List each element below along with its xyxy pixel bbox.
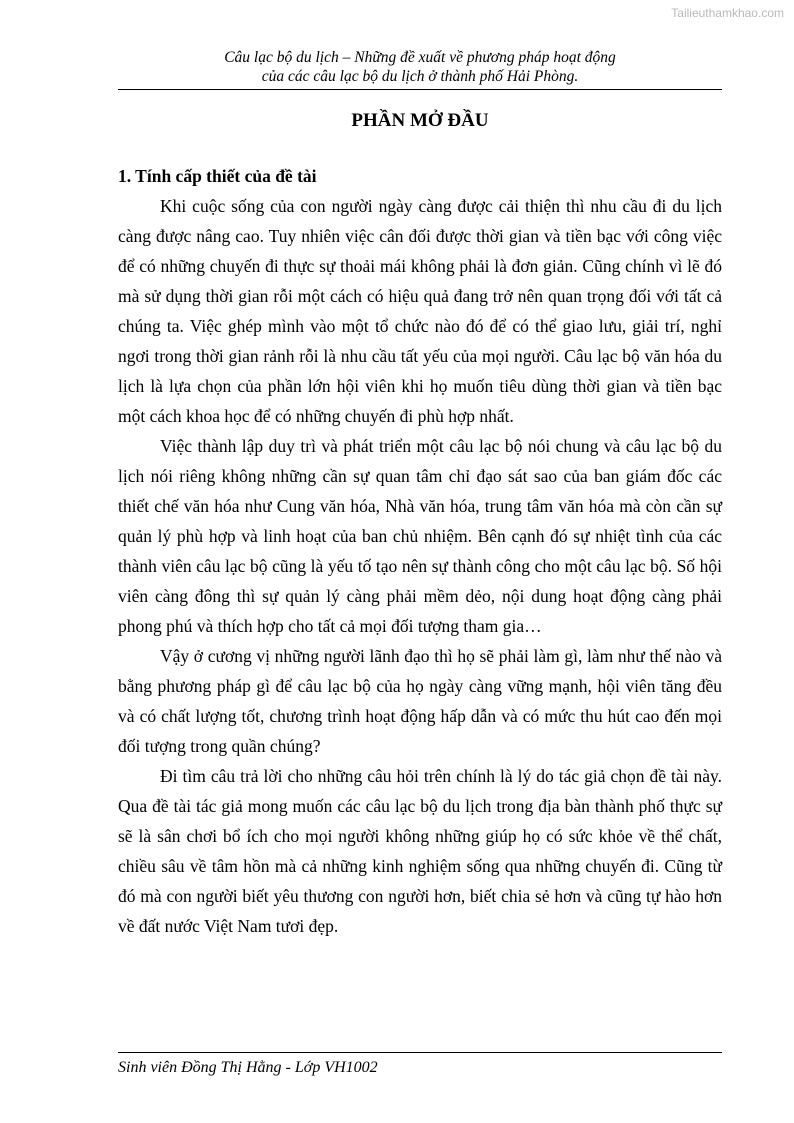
running-header <box>118 48 722 86</box>
section-heading: 1. Tính cấp thiết của đề tài <box>118 166 317 186</box>
footer-divider <box>118 1052 722 1053</box>
paragraph-3: Vậy ở cương vị những người lãnh đạo thì họ sẽ phải làm gì, làm như thế nào và bằng phương pháp gì để câu lạc bộ của họ ngày càng vững mạnh, hội viên tăng đều và có chất lượng tốt, chương trình hoạt động hấp dẫn và có mức thu hút cao đến mọi đối tượng trong quần chúng? <box>118 646 722 756</box>
header-line-2: của các câu lạc bộ du lịch ở thành phố Hải Phòng. <box>261 68 579 85</box>
watermark-text: Tailieuthamkhao.com <box>671 6 784 20</box>
header-line-1: Câu lạc bộ du lịch – Những đề xuất về phương pháp hoạt động <box>224 49 616 66</box>
paragraph-4: Đi tìm câu trả lời cho những câu hỏi trên chính là lý do tác giả chọn đề tài này. Qua đề tài tác giả mong muốn các câu lạc bộ du lịch trong địa bàn thành phố thực sự sẽ là sân chơi bổ ích cho mọi người không những giúp họ có sức khỏe về thể chất, chiều sâu về tâm hồn mà cả những kinh nghiệm sống qua những chuyến đi. Cũng từ đó mà con người biết yêu thương con người hơn, biết chia sẻ hơn và cũng tự hào hơn về đất nước Việt Nam tươi đẹp. <box>118 766 722 936</box>
header-divider <box>118 89 722 90</box>
paragraph-1: Khi cuộc sống của con người ngày càng được cải thiện thì nhu cầu đi du lịch càng được nâng cao. Tuy nhiên việc cân đối được thời gian và tiền bạc với công việc để có những chuyến đi thực sự thoải mái không phải là đơn giản. Cũng chính vì lẽ đó mà sử dụng thời gian rỗi một cách có hiệu quả đang trở nên quan trọng đối với tất cả chúng ta. Việc ghép mình vào một tổ chức nào đó để có thể giao lưu, giải trí, nghỉ ngơi trong thời gian rảnh rỗi là nhu cầu tất yếu của mọi người. Câu lạc bộ văn hóa du lịch là lựa chọn của phần lớn hội viên khi họ muốn tiêu dùng thời gian và tiền bạc một cách khoa học để có những chuyến đi phù hợp nhất. <box>118 196 722 426</box>
section-body <box>118 161 722 941</box>
footer-text: Sinh viên Đồng Thị Hằng - Lớp VH1002 <box>118 1059 378 1076</box>
page-title: PHẦN MỞ ĐẦU <box>351 110 489 131</box>
paragraph-2: Việc thành lập duy trì và phát triển một câu lạc bộ nói chung và câu lạc bộ du lịch nói riêng không những cần sự quan tâm chỉ đạo sát sao của ban giám đốc các thiết chế văn hóa như Cung văn hóa, Nhà văn hóa, trung tâm văn hóa mà còn cần sự quản lý phù hợp và linh hoạt của ban chủ nhiệm. Bên cạnh đó sự nhiệt tình của các thành viên câu lạc bộ cũng là yếu tố tạo nên sự thành công cho một câu lạc bộ. Số hội viên càng đông thì sự quản lý càng phải mềm dẻo, nội dung hoạt động càng phải phong phú và thích hợp cho tất cả mọi đối tượng tham gia… <box>118 436 722 636</box>
